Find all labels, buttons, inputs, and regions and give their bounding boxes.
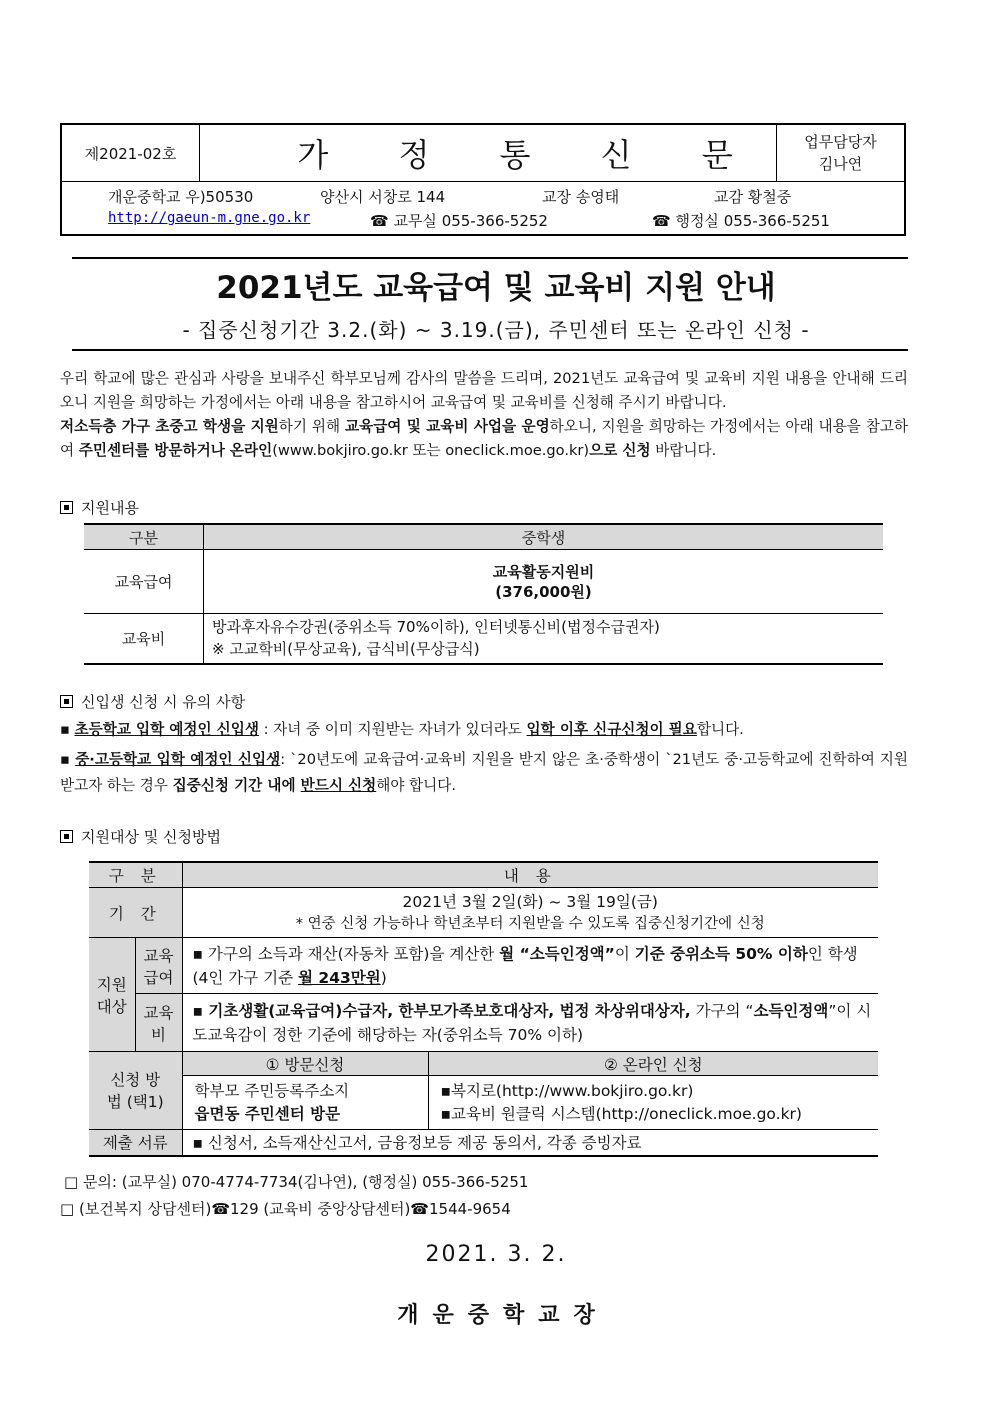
- intro-text-4: 바랍니다.: [650, 442, 717, 459]
- target-label: 지원 대상: [89, 938, 135, 1052]
- edu-cost-bold-1: ▪ 기초생활(교육급여)수급자, 한부모가족보호대상자, 법정 차상위대상자,: [192, 1001, 691, 1020]
- street-address: 양산시 서창로 144: [320, 188, 446, 206]
- edu-cost-target-label: 교육 비: [135, 994, 182, 1052]
- bullet1-bold: 초등학교 입학 예정인 신입생: [74, 721, 259, 738]
- intro-bold-4: 으로 신청: [589, 442, 651, 459]
- edu-cost-line-2: ※ 고교학비(무상교육), 급식비(무상급식): [212, 640, 480, 659]
- intro-paragraph-2: [60, 415, 908, 463]
- edu-benefit-text-2: 이: [614, 944, 635, 963]
- online-line-1[interactable]: ▪복지로(http://www.bokjiro.go.kr): [440, 1081, 694, 1100]
- period-dates: 2021년 3월 2일(화) ~ 3월 19일(금): [402, 892, 658, 911]
- manager-box: [776, 125, 904, 181]
- edu-activity-amount: (376,000원): [495, 582, 592, 601]
- visit-line-1: 학부모 주민등록주소지: [194, 1081, 350, 1100]
- edu-benefit-text-3: 인 학생(4인 가구 기준: [192, 944, 858, 987]
- row-edu-benefit-content: [204, 550, 884, 614]
- edu-cost-target-content: [182, 994, 878, 1052]
- manager-label: 업무담당자: [804, 133, 877, 151]
- target-method-table: [89, 861, 878, 1157]
- intro-paragraph-1: 우리 학교에 많은 관심과 사랑을 보내주신 학부모님께 감사의 말씀을 드리며, 2021년도 교육급여 및 교육비 지원 내용을 안내해 드리오니 지원을 희망하는 가정에서는 아래 내용을 참고하시어 교육급여 및 교육비를 신청해 주시기 바랍니다.: [60, 370, 908, 411]
- col-category: 구분: [84, 524, 204, 550]
- section-new-student-heading: [60, 691, 245, 712]
- docs-content: ▪ 신청서, 소득재산신고서, 금융정보등 제공 동의서, 각종 증빙자료: [182, 1130, 878, 1156]
- issue-number: 제2021-02호: [62, 125, 200, 181]
- section-target-method-heading: [60, 826, 221, 847]
- online-content: [428, 1076, 878, 1130]
- section-heading-text: 신입생 신청 시 유의 사항: [81, 693, 245, 711]
- newsletter-header: [60, 123, 906, 236]
- edu-benefit-bold-2: 기준 중위소득 50% 이하: [634, 944, 808, 963]
- edu-cost-line-1: 방과후자유수강권(중위소득 70%이하), 인터넷통신비(법정수급권자): [212, 618, 660, 637]
- intro-text-2: 하오니, 지원을 희망하는 가정에서는 아래 내용을 참고하여: [60, 418, 909, 459]
- bullet2-bold-2: 집중신청 기간 내에: [172, 777, 301, 794]
- newsletter-title: 가 정 통 신 문: [297, 136, 763, 174]
- support-content-table: [84, 523, 883, 665]
- docs-label: 제출 서류: [89, 1130, 182, 1156]
- bullet2-text: : `20년도에 교육급여·교육비 지원을 받지 않은 초·중학생이 `21년도 중·고등학교에 진학하여 지원받고자 하는 경우: [60, 751, 908, 794]
- col-middle-school: 중학생: [204, 524, 884, 550]
- admin-phone: ☎ 행정실 055-366-5251: [652, 212, 830, 230]
- title-rule-bottom: [72, 349, 908, 351]
- period-label: 기 간: [89, 888, 182, 938]
- manager-name: 김나연: [818, 155, 863, 173]
- method-label: 신청 방법 (택1): [89, 1052, 182, 1130]
- col-content: 내 용: [182, 862, 878, 888]
- edu-cost-text-1: 가구의 “: [690, 1001, 754, 1020]
- bullet2-bold-3: 반드시 신청: [300, 777, 377, 794]
- intro-text-3: (www.bokjiro.go.kr 또는 oneclick.moe.go.kr): [272, 442, 590, 459]
- visit-header: ① 방문신청: [182, 1052, 428, 1076]
- col-category: 구 분: [89, 862, 182, 888]
- bullet2-end: 해야 합니다.: [376, 777, 456, 794]
- bullet1-end: 합니다.: [696, 721, 744, 738]
- principal-signature: 개운중학교장: [397, 1303, 609, 1328]
- document-title: 2021년도 교육급여 및 교육비 지원 안내: [216, 270, 776, 306]
- edu-activity-support: 교육활동지원비: [492, 562, 595, 581]
- intro-text-1: 하기 위해: [278, 418, 345, 435]
- edu-benefit-bold-1: 월 “소득인정액”: [499, 944, 615, 963]
- bullet2-bold: 중·고등학교 입학 예정인 신입생: [75, 751, 281, 768]
- edu-benefit-target-content: [182, 938, 878, 994]
- new-student-bullet-1: ▪ 초등학교 입학 예정인 신입생 : 자녀 중 이미 지원받는 자녀가 있더라도 입학 이후 신규신청이 필요합니다.: [60, 721, 744, 738]
- edu-cost-text-2: ”이 시도교육감이 정한 기준에 해당하는 자(중위소득 70% 이하): [192, 1001, 872, 1044]
- online-line-2[interactable]: ▪교육비 원클릭 시스템(http://oneclick.moe.go.kr): [440, 1104, 802, 1123]
- row-edu-cost-content: [204, 614, 884, 664]
- office-phone: ☎ 교무실 055-366-5252: [370, 212, 548, 230]
- principal: 교장 송영태: [542, 188, 620, 206]
- square-bullet-icon: [60, 695, 73, 708]
- vice-principal: 교감 황철중: [714, 188, 792, 206]
- period-content: [182, 888, 878, 938]
- issue-date: 2021. 3. 2.: [425, 1242, 567, 1267]
- row-edu-benefit-label: 교육급여: [84, 550, 204, 614]
- online-header: ② 온라인 신청: [428, 1052, 878, 1076]
- intro-bold-2: 교육급여 및 교육비 사업을 운영: [345, 418, 550, 435]
- new-student-bullet-2: ▪ 중·고등학교 입학 예정인 신입생: `20년도에 교육급여·교육비 지원을 받지 않은 초·중학생이 `21년도 중·고등학교에 진학하여 지원받고자 하는 경우 집중신청 기간 내에 반드시 신청해야 합니다.: [60, 751, 908, 794]
- edu-benefit-bold-3: 월 243만원: [298, 968, 381, 987]
- bullet1-bold-2: 입학 이후 신규신청이 필요: [526, 721, 697, 738]
- edu-benefit-target-label: 교육 급여: [135, 938, 182, 994]
- square-bullet-icon: [60, 501, 73, 514]
- square-bullet-icon: [60, 830, 73, 843]
- bullet1-text: : 자녀 중 이미 지원받는 자녀가 있더라도: [258, 721, 527, 738]
- intro-bold-1: 저소득층 가구 초중고 학생을 지원: [60, 418, 279, 435]
- intro-bold-3: 주민센터를 방문하거나 온라인: [78, 442, 273, 459]
- section-support-content-heading: [60, 497, 139, 518]
- document-subtitle: - 집중신청기간 3.2.(화) ~ 3.19.(금), 주민센터 또는 온라인 신청 -: [182, 318, 810, 342]
- contact-line-2: □ (보건복지 상담센터)☎129 (교육비 중앙상담센터)☎1544-9654: [60, 1200, 511, 1218]
- period-note: * 연중 신청 가능하나 학년초부터 지원받을 수 있도록 집중신청기간에 신청: [295, 915, 765, 932]
- school-address: 개운중학교 우)50530: [108, 188, 254, 206]
- section-heading-text: 지원내용: [81, 499, 139, 517]
- visit-content: [182, 1076, 428, 1130]
- title-rule-top: [72, 257, 908, 259]
- school-url-link[interactable]: http://gaeun-m.gne.go.kr: [108, 210, 311, 226]
- edu-cost-bold-2: 소득인정액: [753, 1001, 829, 1020]
- row-edu-cost-label: 교육비: [84, 614, 204, 664]
- school-info: [62, 182, 904, 236]
- edu-benefit-text-4: ): [380, 968, 387, 987]
- edu-benefit-text-1: ▪ 가구의 소득과 재산(자동차 포함)을 계산한: [192, 944, 500, 963]
- contact-line-1: □ 문의: (교무실) 070-4774-7734(김나연), (행정실) 055-366-5251: [64, 1173, 529, 1191]
- visit-line-2: 읍면동 주민센터 방문: [194, 1104, 341, 1123]
- section-heading-text: 지원대상 및 신청방법: [81, 828, 221, 846]
